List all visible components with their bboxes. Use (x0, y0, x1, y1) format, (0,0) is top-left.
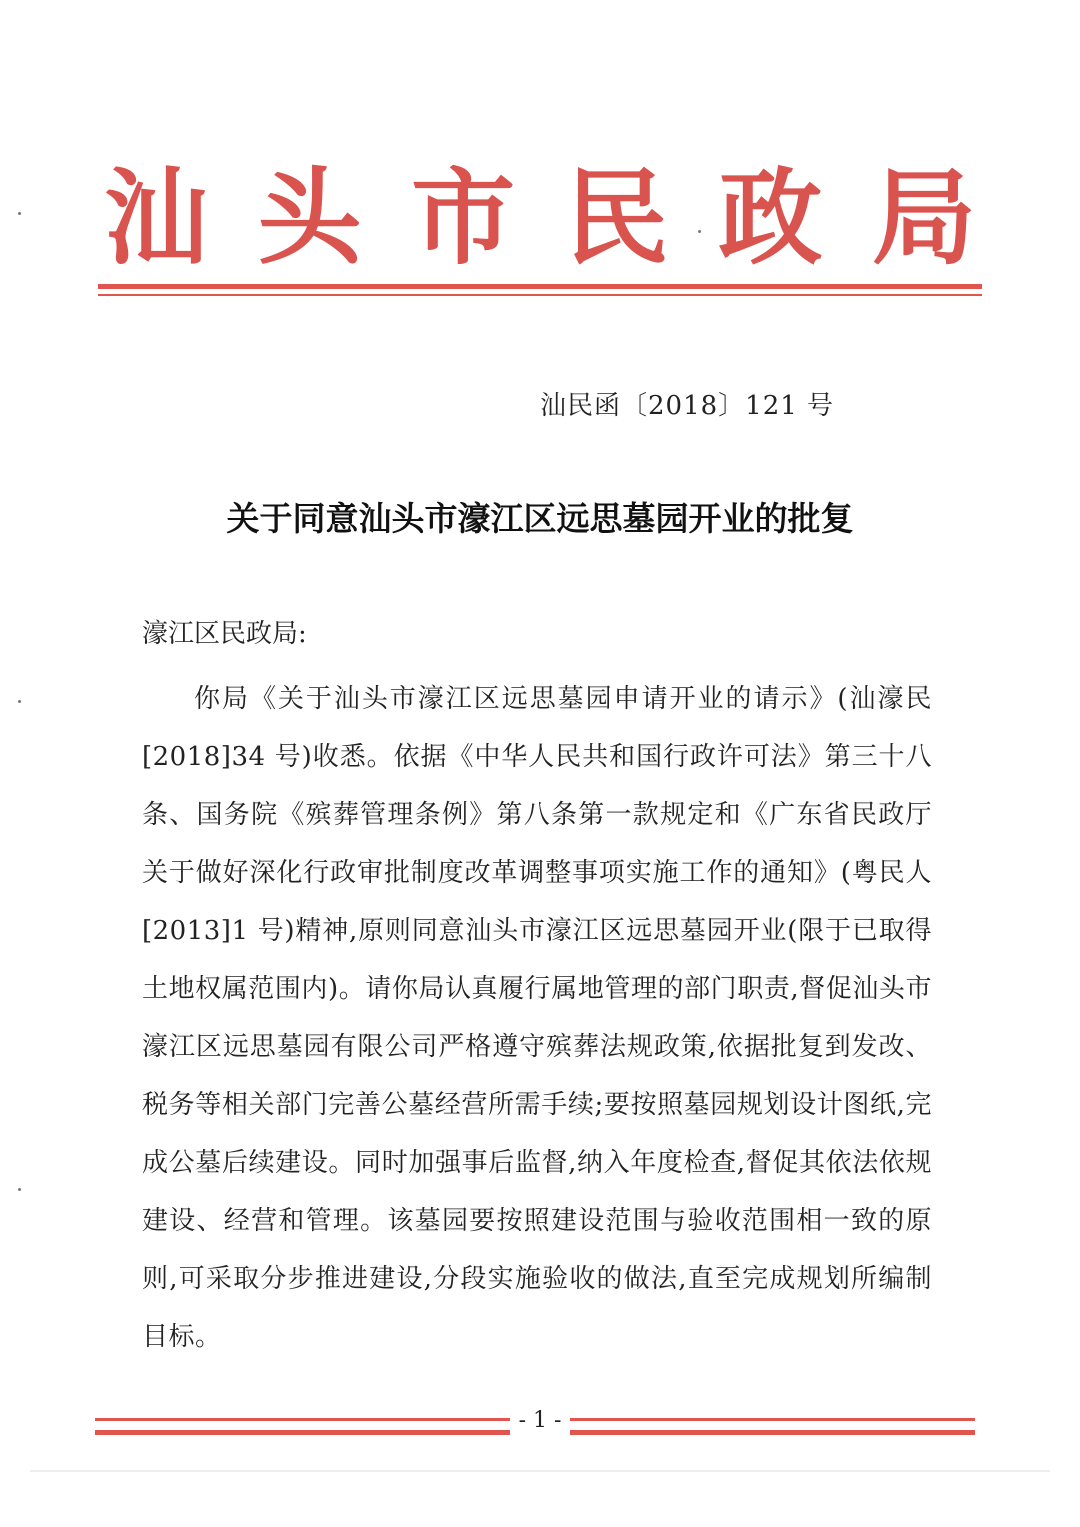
body-paragraph: 你局《关于汕头市濠江区远思墓园申请开业的请示》(汕濠民[2018]34 号)收悉。依据《中华人民共和国行政许可法》第三十八条、国务院《殡葬管理条例》第八条第一款规定和《广东省民政厅关于做好深化行政审批制度改革调整事项实施工作的通知》(粤民人[2013]1 号)精神,原则同意汕头市濠江区远思墓园开业(限于已取得土地权属范围内)。请你局认真履行属地管理的部门职责,督促汕头市濠江区远思墓园有限公司严格遵守殡葬法规政策,依据批复到发改、税务等相关部门完善公墓经营所需手续;要按照墓园规划设计图纸,完成公墓后续建设。同时加强事后监督,纳入年度检查,督促其依法依规建设、经营和管理。该墓园要按照建设范围与验收范围相一致的原则,可采取分步推进建设,分段实施验收的做法,直至完成规划所编制目标。 (142, 684, 932, 1352)
masthead-char: 民 (564, 156, 669, 279)
document-number: 汕民函〔2018〕121 号 (540, 391, 835, 421)
masthead-rule-thick (98, 284, 982, 289)
masthead-char: 汕 (103, 156, 208, 279)
masthead-char: 政 (718, 156, 823, 279)
page-edge-shadow (30, 1470, 1050, 1472)
addressee: 濠江区民政局: (142, 619, 307, 649)
scan-speck (18, 1188, 21, 1191)
masthead-char: 市 (411, 156, 516, 279)
scan-speck (18, 212, 21, 215)
masthead-char: 头 (257, 156, 362, 279)
scan-speck (18, 700, 21, 703)
page-number: - 1 - (510, 1406, 570, 1436)
masthead (100, 158, 980, 278)
masthead-char: 局 (871, 156, 976, 279)
document-title: 关于同意汕头市濠江区远思墓园开业的批复 (226, 499, 854, 538)
masthead-rule-thin (98, 294, 982, 296)
